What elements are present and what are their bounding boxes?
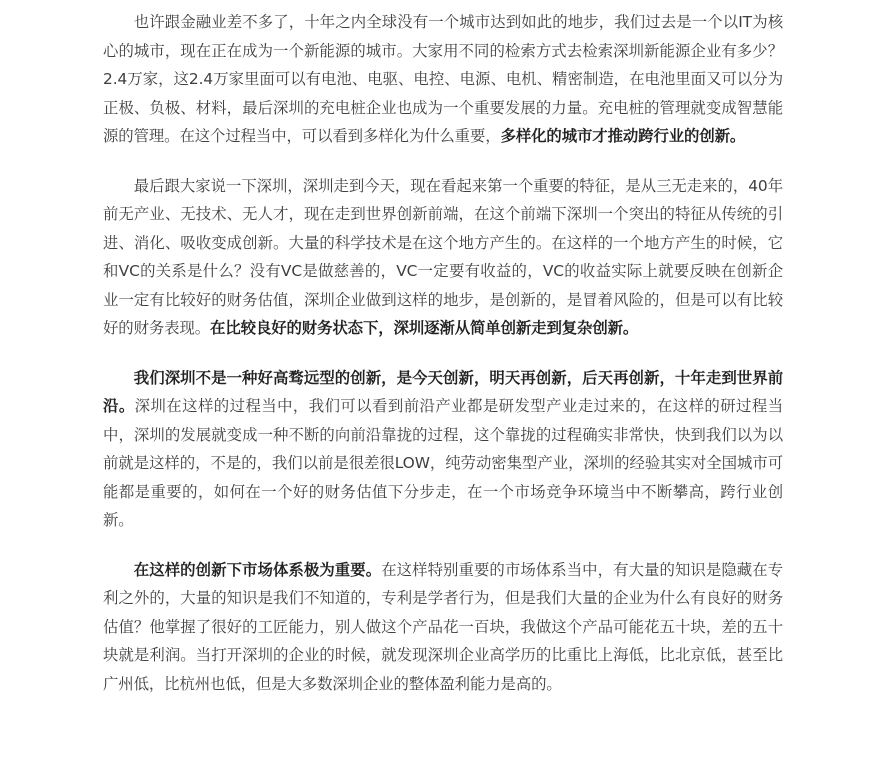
article-body <box>103 8 783 719</box>
paragraph-2 <box>103 172 783 343</box>
paragraph-3-text: 深圳在这样的过程当中，我们可以看到前沿产业都是研发型产业走过来的，在这样的研过程当中，深圳的发展就变成一种不断的向前沿靠拢的过程，这个靠拢的过程确实非常快，快到我们以为以前就是这样的，不是的，我们以前是很差很LOW，纯劳动密集型产业，深圳的经验其实对全国城市可能都是重要的，如何在一个好的财务估值下分步走，在一个市场竞争环境当中不断攀高，跨行业创新。 <box>103 397 783 529</box>
paragraph-4-text: 在这样特别重要的市场体系当中，有大量的知识是隐藏在专利之外的，大量的知识是我们不知道的，专利是学者行为，但是我们大量的企业为什么有良好的财务估值？他掌握了很好的工匠能力，别人做这个产品花一百块，我做这个产品可能花五十块，差的五十块就是利润。当打开深圳的企业的时候，就发现深圳企业高学历的比重比上海低，比北京低，甚至比广州低，比杭州也低，但是大多数深圳企业的整体盈利能力是高的。 <box>103 560 784 693</box>
paragraph-1 <box>103 8 783 151</box>
paragraph-3-bold-lead: 我们深圳不是一种好高骛远型的创新，是今天创新，明天再创新，后天再创新，十年走到世界前沿。 <box>103 368 783 415</box>
paragraph-3 <box>103 364 783 535</box>
paragraph-1-bold-conclusion: 多样化的城市才推动跨行业的创新。 <box>500 127 746 145</box>
paragraph-1-text: 也许跟金融业差不多了，十年之内全球没有一个城市达到如此的地步，我们过去是一个以IT为核心的城市，现在正在成为一个新能源的城市。大家用不同的检索方式去检索深圳新能源企业有多少？2.4万家，这2.4万家里面可以有电池、电驱、电控、电源、电机、精密制造，在电池里面又可以分为正极、负极、材料，最后深圳的充电桩企业也成为一个重要发展的力量。充电桩的管理就变成智慧能源的管理。在这个过程当中，可以看到多样化为什么重要， <box>103 13 783 145</box>
paragraph-2-text: 最后跟大家说一下深圳，深圳走到今天，现在看起来第一个重要的特征，是从三无走来的，40年前无产业、无技术、无人才，现在走到世界创新前端，在这个前端下深圳一个突出的特征从传统的引进、消化、吸收变成创新。大量的科学技术是在这个地方产生的。在这样的一个地方产生的时候，它和VC的关系是什么？没有VC是做慈善的，VC一定要有收益的，VC的收益实际上就要反映在创新企业一定有比较好的财务估值，深圳企业做到这样的地步，是创新的，是冒着风险的，但是可以有比较好的财务表现。 <box>103 176 783 337</box>
paragraph-2-bold-conclusion: 在比较良好的财务状态下，深圳逐渐从简单创新走到复杂创新。 <box>210 319 639 337</box>
paragraph-4 <box>103 556 783 699</box>
paragraph-4-bold-lead: 在这样的创新下市场体系极为重要。 <box>133 560 382 579</box>
